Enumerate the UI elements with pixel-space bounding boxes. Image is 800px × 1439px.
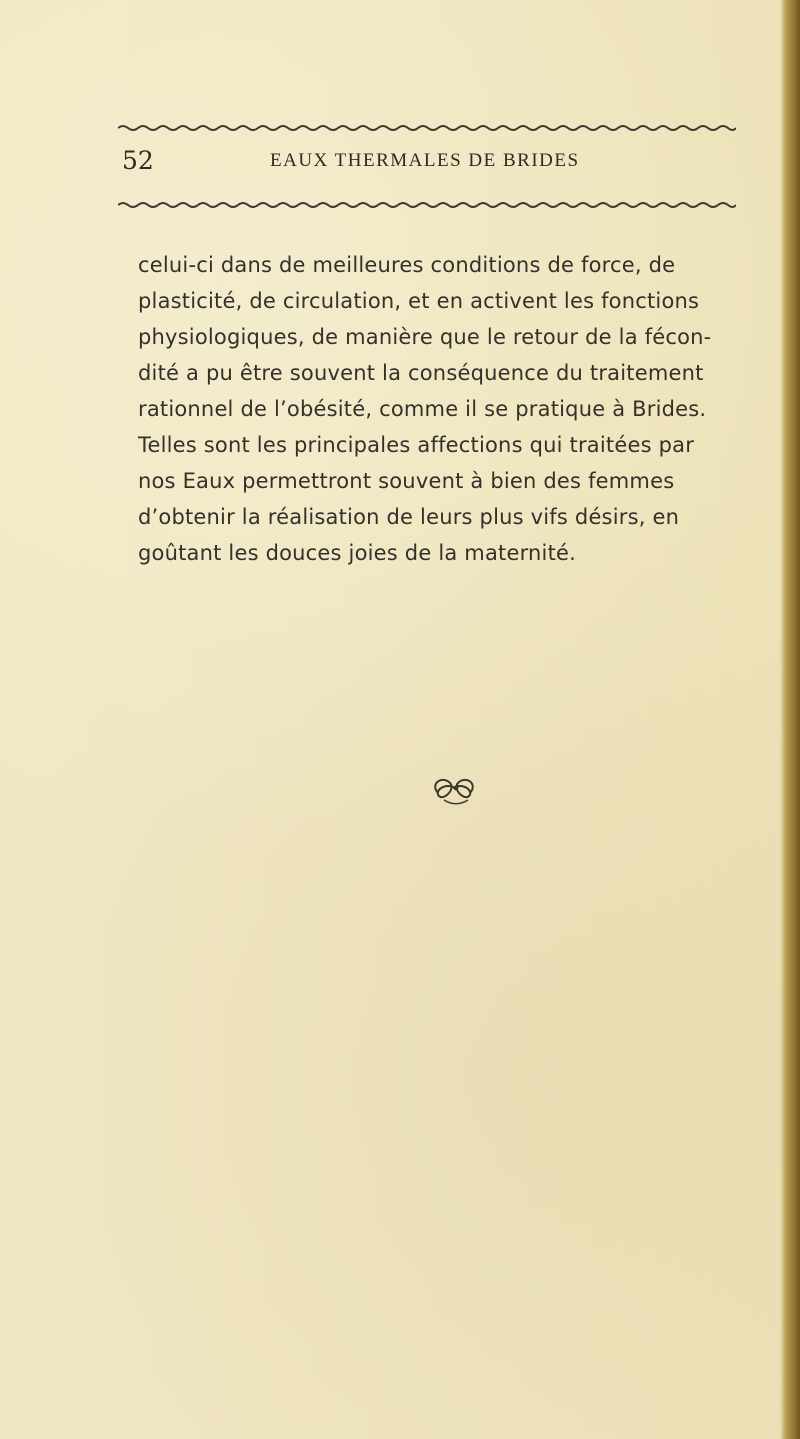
text-line: Telles sont les principales affections qui traitées par (138, 433, 695, 457)
text-line: rationnel de l’obésité, comme il se pratique à Brides. (138, 397, 707, 421)
text-line: physiologiques, de manière que le retour de la fécon- (138, 325, 712, 349)
wavy-rule-icon (118, 124, 736, 132)
end-flourish-icon (426, 770, 486, 808)
text-line: celui-ci dans de meilleures conditions de force, de (138, 253, 676, 277)
text-line: nos Eaux permettront souvent à bien des femmes (138, 469, 675, 493)
running-header (118, 146, 736, 182)
text-line: goûtant les douces joies de la maternité. (138, 541, 577, 565)
book-gutter-shadow (780, 0, 800, 1439)
body-paragraph (138, 247, 738, 571)
text-line: plasticité, de circulation, et en activent les fonctions (138, 289, 700, 313)
wavy-rule-icon (118, 201, 736, 209)
text-line: d’obtenir la réalisation de leurs plus vifs désirs, en (138, 505, 680, 529)
running-title: EAUX THERMALES DE BRIDES (270, 150, 580, 171)
page-number: 52 (122, 146, 154, 175)
text-line: dité a pu être souvent la conséquence du traitement (138, 361, 704, 385)
